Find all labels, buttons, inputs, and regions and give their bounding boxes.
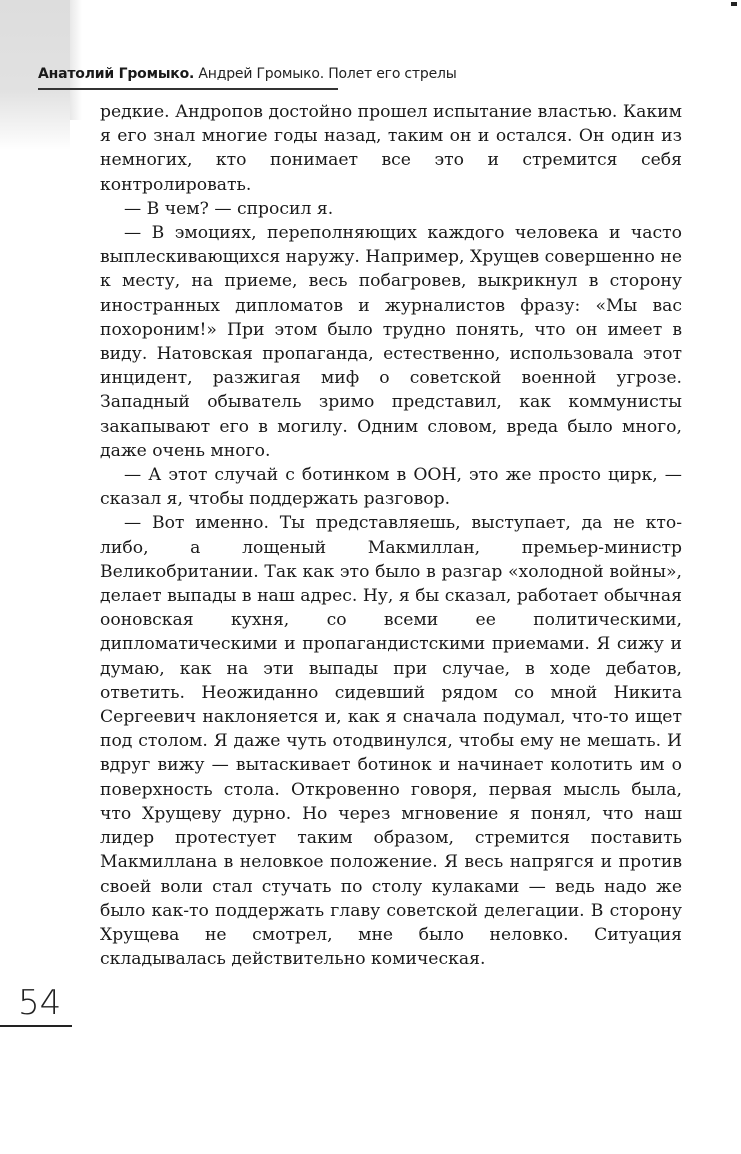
running-head-rule <box>38 88 338 90</box>
paragraph: — В чем? — спросил я. <box>124 198 334 219</box>
scan-margin-fade <box>70 0 82 120</box>
page-number-rule <box>0 1025 72 1027</box>
page-number: 54 <box>18 983 62 1023</box>
paragraph: — Вот именно. Ты представляешь, выступает, да не кто-либо, а лощеный Макмиллан, премьер-министр Великобритании. Так как это было в разгар «холодной войны», делает выпады в наш адрес. Ну, я бы сказал, работает обычная ооновская кухня, со всеми ее политическими, дипломатическими и пропагандистскими приемами. Я сижу и думаю, как на эти выпады при случае, в ходе дебатов, ответить. Неожиданно сидевший рядом со мной Никита Сергеевич наклоняется и, как я сначала подумал, что-то ищет под столом. Я даже чуть отодвинулся, чтобы ему не мешать. И вдруг вижу — вытаскивает ботинок и начинает колотить им о поверхность стола. Откровенно говоря, первая мысль была, что Хрущеву дурно. Но через мгновение я понял, что наш лидер протестует таким образом, стремится поставить Макмиллана в неловкое положение. Я весь напрягся и против своей воли стал стучать по столу кулаками — ведь надо же было как-то поддержать главу советской делегации. В сторону Хрущева не смотрел, мне было неловко. Ситуация складывалась действительно комическая. <box>100 513 682 970</box>
running-head-author: Анатолий Громыко. <box>38 66 195 82</box>
running-head-title: Андрей Громыко. Полет его стрелы <box>198 66 457 82</box>
scan-corner-mark <box>731 2 737 6</box>
paragraph: — А этот случай с ботинком в ООН, это же просто цирк, — сказал я, чтобы поддержать разговор. <box>100 465 682 510</box>
running-head <box>38 66 457 82</box>
paragraph: редкие. Андропов достойно прошел испытание властью. Каким я его знал многие годы назад, таким он и остался. Он один из немногих, кто понимает все это и стремится себя контролировать. <box>100 102 682 195</box>
paragraph: — В эмоциях, переполняющих каждого человека и часто выплескивающихся наружу. Например, Хрущев совершенно не к месту, на приеме, весь побагровев, выкрикнул в сторону иностранных дипломатов и журналистов фразу: «Мы вас похороним!» При этом было трудно понять, что он имеет в виду. Натовская пропаганда, естественно, использовала этот инцидент, разжигая миф о советской военной угрозе. Западный обыватель зримо представил, как коммунисты закапывают его в могилу. Одним словом, вреда было много, даже очень много. <box>100 223 682 461</box>
body-text <box>100 100 682 971</box>
